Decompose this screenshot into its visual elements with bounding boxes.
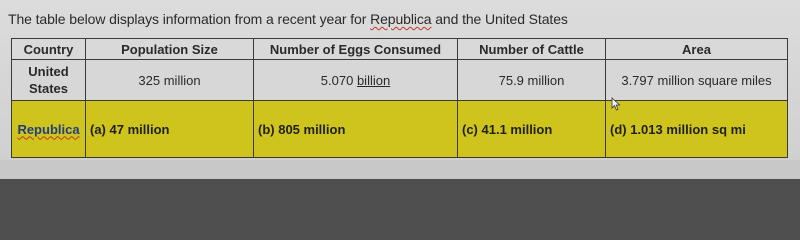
header-eggs: Number of Eggs Consumed — [254, 39, 458, 60]
page-bottom-band — [0, 160, 800, 179]
cell-area-republica: (d) 1.013 million sq mi — [606, 101, 788, 158]
cell-cattle-us: 75.9 million — [458, 60, 606, 101]
table-caption — [8, 11, 568, 27]
cell-area-us: 3.797 million square miles — [606, 60, 788, 101]
header-population: Population Size — [86, 39, 254, 60]
header-row — [12, 39, 788, 60]
header-area: Area — [606, 39, 788, 60]
eggs-us-unit: billion — [356, 72, 391, 88]
eggs-us-number: 5.070 — [320, 72, 354, 88]
comparison-table — [11, 38, 788, 158]
cell-population-republica: (a) 47 million — [86, 101, 254, 158]
table-row-republica — [12, 101, 788, 158]
cell-cattle-republica: (c) 41.1 million — [458, 101, 606, 158]
cell-population-us: 325 million — [86, 60, 254, 101]
caption-text-before: The table below displays information from a recent year for — [8, 11, 371, 27]
caption-country-name: Republica — [370, 11, 432, 27]
country-us-line2: States — [28, 81, 69, 96]
caption-text-after: and the United States — [431, 11, 568, 27]
country-us-line1: United — [28, 64, 69, 79]
cell-eggs-republica: (b) 805 million — [254, 101, 458, 158]
header-cattle: Number of Cattle — [458, 39, 606, 60]
header-country: Country — [12, 39, 86, 60]
table-row-united-states — [12, 60, 788, 101]
cell-country-republica — [12, 101, 86, 158]
cell-country-us — [12, 60, 86, 101]
mouse-cursor-icon — [611, 97, 621, 114]
country-republica-label: Republica — [17, 121, 80, 137]
cell-eggs-us — [254, 60, 458, 101]
